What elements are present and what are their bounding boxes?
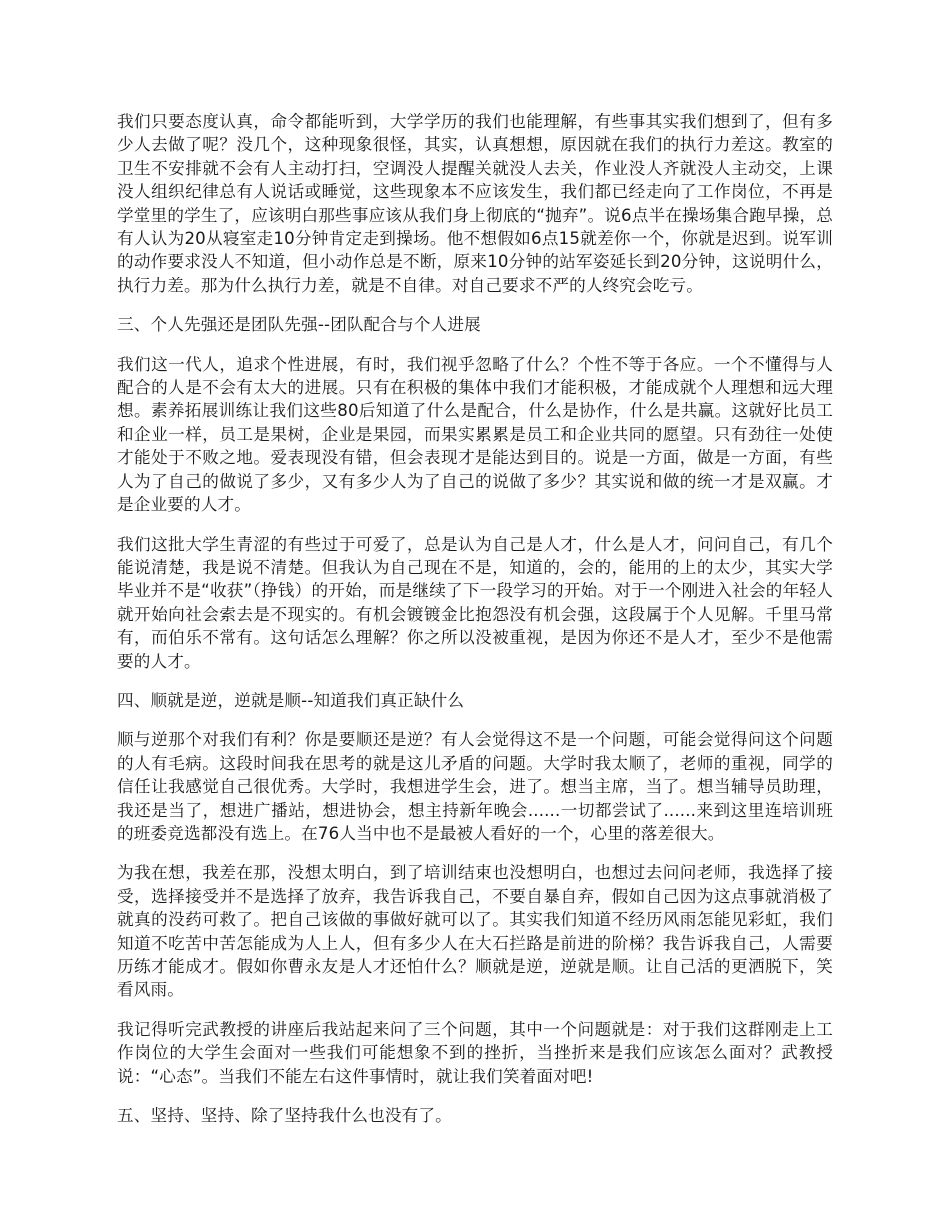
- section-heading-3: 三、个人先强还是团队先强--团队配合与个人进展: [117, 315, 481, 335]
- document-page: [117, 110, 833, 1143]
- paragraph-smooth-adverse: 顺与逆那个对我们有利？你是要顺还是逆？有人会觉得这不是一个问题，可能会觉得问这个问题的人有毛病。这段时间我在思考的就是这儿矛盾的问题。大学时我太顺了，老师的重视，同学的信任让我感觉自己很优秀。大学时，我想进学生会，进了。想当主席，当了。想当辅导员助理，我还是当了，想进广播站，想进协会，想主持新年晚会......一切都尝试了......来到这里连培训班的班委竞选都没有选上。在76人当中也不是最被人看好的一个，心里的落差很大。: [117, 730, 833, 843]
- section-heading-4: 四、顺就是逆，逆就是顺--知道我们真正缺什么: [117, 690, 465, 710]
- paragraph-teamwork: 我们这一代人，追求个性进展，有时，我们视乎忽略了什么？个性不等于各应。一个不懂得与人配合的人是不会有太大的进展。只有在积极的集体中我们才能积极，才能成就个人理想和远大理想。素养拓展训练让我们这些80后知道了什么是配合，什么是协作，什么是共赢。这就好比员工和企业一样，员工是果树，企业是果园，而果实累累是员工和企业共同的愿望。只有劲往一处使才能处于不败之地。爱表现没有错，但会表现才是能达到目的。说是一方面，做是一方面，有些人为了自己的做说了多少，又有多少人为了自己的说做了多少？其实说和做的统一才是双赢。才是企业要的人才。: [117, 354, 833, 515]
- paragraph-talent: 我们这批大学生青涩的有些过于可爱了，总是认为自己是人才，什么是人才，问问自己，有几个能说清楚，我是说不清楚。但我认为自己现在不是，知道的，会的，能用的上的太少，其实大学毕业并不是“收获”（挣钱）的开始，而是继续了下一段学习的开始。对于一个刚进入社会的年轻人就开始向社会索去是不现实的。有机会镀镀金比抱怨没有机会强，这段属于个人见解。千里马常有，而伯乐不常有。这句话怎么理解？你之所以没被重视，是因为你还不是人才，至少不是他需要的人才。: [117, 534, 833, 671]
- paragraph-lecture: 我记得听完武教授的讲座后我站起来问了三个问题，其中一个问题就是：对于我们这群刚走上工作岗位的大学生会面对一些我们可能想象不到的挫折，当挫折来是我们应该怎么面对？武教授说：“心态”。当我们不能左右这件事情时，就让我们笑着面对吧!: [117, 1019, 833, 1086]
- paragraph-execution: 我们只要态度认真，命令都能听到，大学学历的我们也能理解，有些事其实我们想到了，但有多少人去做了呢？没几个，这种现象很怪，其实，认真想想，原因就在我们的执行力差这。教室的卫生不安排就不会有人主动打扫，空调没人提醒关就没人去关，作业没人齐就没人主动交，上课没人组织纪律总有人说话或睡觉，这些现象本不应该发生，我们都已经走向了工作岗位，不再是学堂里的学生了，应该明白那些事应该从我们身上彻底的“抛弃”。说6点半在操场集合跑早操，总有人认为20从寝室走10分钟肯定走到操场。他不想假如6点15就差你一个，你就是迟到。说军训的动作要求没人不知道，但小动作总是不断，原来10分钟的站军姿延长到20分钟，这说明什么，执行力差。那为什么执行力差，就是不自律。对自己要求不严的人终究会吃亏。: [117, 112, 833, 295]
- paragraph-reflection: 为我在想，我差在那，没想太明白，到了培训结束也没想明白，也想过去问问老师，我选择了接受，选择接受并不是选择了放弃，我告诉我自己，不要自暴自弃，假如自己因为这点事就消极了就真的没药可救了。把自己该做的事做好就可以了。其实我们知道不经历风雨怎能见彩虹，我们知道不吃苦中苦怎能成为人上人，但有多少人在大石拦路是前进的阶梯？我告诉我自己，人需要历练才能成才。假如你曹永友是人才还怕什么？顺就是逆，逆就是顺。让自己活的更洒脱下，笑看风雨。: [117, 863, 833, 1000]
- section-heading-5: 五、坚持、坚持、除了坚持我什么也没有了。: [117, 1106, 452, 1126]
